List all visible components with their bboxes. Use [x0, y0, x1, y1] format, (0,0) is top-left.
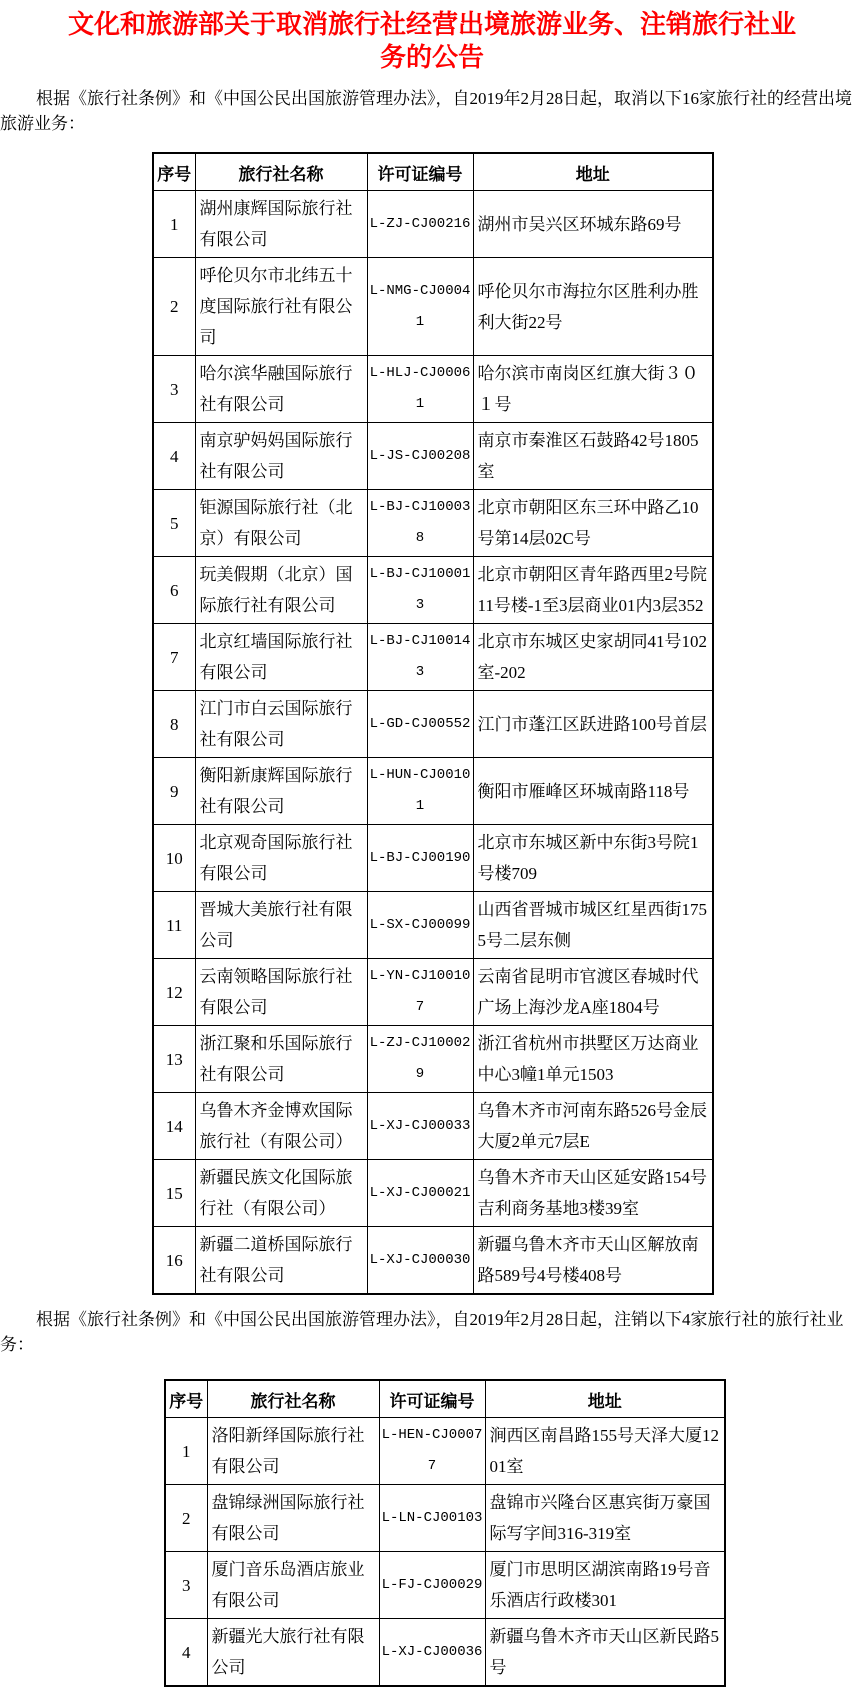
seq-cell: 3: [153, 356, 195, 423]
table-row: [153, 490, 713, 557]
seq-cell: 15: [153, 1160, 195, 1227]
seq-cell: 4: [165, 1619, 207, 1687]
seq-cell: 5: [153, 490, 195, 557]
header-agency-name: 旅行社名称: [195, 153, 367, 191]
address-cell: 盘锦市兴隆台区惠宾街万豪国际写字间316-319室: [485, 1485, 725, 1552]
license-cell: L-JS-CJ00208: [367, 423, 473, 490]
table-header-row: [165, 1380, 725, 1418]
table-row: [153, 557, 713, 624]
license-cell: L-GD-CJ00552: [367, 691, 473, 758]
header-seq: 序号: [165, 1380, 207, 1418]
table-row: [153, 1026, 713, 1093]
license-cell: L-HLJ-CJ00061: [367, 356, 473, 423]
license-cell: L-BJ-CJ100143: [367, 624, 473, 691]
address-cell: 乌鲁木齐市河南东路526号金辰大厦2单元7层E: [473, 1093, 713, 1160]
table-row: [153, 1227, 713, 1295]
table-row: [153, 825, 713, 892]
address-cell: 云南省昆明市官渡区春城时代广场上海沙龙A座1804号: [473, 959, 713, 1026]
table-row: [153, 691, 713, 758]
address-cell: 衡阳市雁峰区环城南路118号: [473, 758, 713, 825]
table-row: [165, 1619, 725, 1687]
table-row: [153, 959, 713, 1026]
revoke-agencies-table: [164, 1379, 726, 1687]
agency-name-cell: 晋城大美旅行社有限公司: [195, 892, 367, 959]
address-cell: 哈尔滨市南岗区红旗大街３０１号: [473, 356, 713, 423]
license-cell: L-NMG-CJ00041: [367, 258, 473, 356]
license-cell: L-BJ-CJ00190: [367, 825, 473, 892]
address-cell: 新疆乌鲁木齐市天山区解放南路589号4号楼408号: [473, 1227, 713, 1295]
agency-name-cell: 浙江聚和乐国际旅行社有限公司: [195, 1026, 367, 1093]
seq-cell: 3: [165, 1552, 207, 1619]
seq-cell: 1: [153, 191, 195, 258]
address-cell: 北京市东城区新中东街3号院1号楼709: [473, 825, 713, 892]
header-license: 许可证编号: [379, 1380, 485, 1418]
address-cell: 南京市秦淮区石鼓路42号1805室: [473, 423, 713, 490]
license-cell: L-LN-CJ00103: [379, 1485, 485, 1552]
license-cell: L-XJ-CJ00030: [367, 1227, 473, 1295]
address-cell: 新疆乌鲁木齐市天山区新民路5号: [485, 1619, 725, 1687]
agency-name-cell: 哈尔滨华融国际旅行社有限公司: [195, 356, 367, 423]
seq-cell: 9: [153, 758, 195, 825]
license-cell: L-ZJ-CJ00216: [367, 191, 473, 258]
table-row: [153, 1093, 713, 1160]
seq-cell: 2: [165, 1485, 207, 1552]
address-cell: 呼伦贝尔市海拉尔区胜利办胜利大街22号: [473, 258, 713, 356]
seq-cell: 12: [153, 959, 195, 1026]
table-row: [165, 1552, 725, 1619]
agency-name-cell: 新疆光大旅行社有限公司: [207, 1619, 379, 1687]
table-row: [153, 1160, 713, 1227]
license-cell: L-ZJ-CJ100029: [367, 1026, 473, 1093]
page-title: 文化和旅游部关于取消旅行社经营出境旅游业务、注销旅行社业务的公告: [67, 9, 796, 72]
table-row: [153, 258, 713, 356]
agency-name-cell: 洛阳新绎国际旅行社有限公司: [207, 1418, 379, 1485]
license-cell: L-XJ-CJ00021: [367, 1160, 473, 1227]
agency-name-cell: 北京红墙国际旅行社有限公司: [195, 624, 367, 691]
agency-name-cell: 玩美假期（北京）国际旅行社有限公司: [195, 557, 367, 624]
table-row: [153, 356, 713, 423]
agency-name-cell: 乌鲁木齐金博欢国际旅行社（有限公司）: [195, 1093, 367, 1160]
address-cell: 浙江省杭州市拱墅区万达商业中心3幢1单元1503: [473, 1026, 713, 1093]
header-address: 地址: [485, 1380, 725, 1418]
license-cell: L-HUN-CJ00101: [367, 758, 473, 825]
agency-name-cell: 呼伦贝尔市北纬五十度国际旅行社有限公司: [195, 258, 367, 356]
seq-cell: 2: [153, 258, 195, 356]
seq-cell: 16: [153, 1227, 195, 1295]
address-cell: 乌鲁木齐市天山区延安路154号吉利商务基地3楼39室: [473, 1160, 713, 1227]
agency-name-cell: 钜源国际旅行社（北京）有限公司: [195, 490, 367, 557]
agency-name-cell: 南京驴妈妈国际旅行社有限公司: [195, 423, 367, 490]
address-cell: 北京市朝阳区青年路西里2号院11号楼-1至3层商业01内3层352: [473, 557, 713, 624]
intro-paragraph-cancel: 根据《旅行社条例》和《中国公民出国旅游管理办法》，自2019年2月28日起，取消以下16家旅行社的经营出境旅游业务：: [0, 89, 852, 133]
license-cell: L-BJ-CJ100038: [367, 490, 473, 557]
license-cell: L-HEN-CJ00077: [379, 1418, 485, 1485]
agency-name-cell: 新疆民族文化国际旅行社（有限公司）: [195, 1160, 367, 1227]
license-cell: L-XJ-CJ00036: [379, 1619, 485, 1687]
seq-cell: 11: [153, 892, 195, 959]
seq-cell: 8: [153, 691, 195, 758]
seq-cell: 13: [153, 1026, 195, 1093]
seq-cell: 4: [153, 423, 195, 490]
agency-name-cell: 北京观奇国际旅行社有限公司: [195, 825, 367, 892]
license-cell: L-BJ-CJ100013: [367, 557, 473, 624]
agency-name-cell: 厦门音乐岛酒店旅业有限公司: [207, 1552, 379, 1619]
seq-cell: 1: [165, 1418, 207, 1485]
seq-cell: 6: [153, 557, 195, 624]
table-row: [165, 1485, 725, 1552]
header-license: 许可证编号: [367, 153, 473, 191]
seq-cell: 7: [153, 624, 195, 691]
seq-cell: 14: [153, 1093, 195, 1160]
license-cell: L-YN-CJ100107: [367, 959, 473, 1026]
table-row: [153, 423, 713, 490]
address-cell: 北京市朝阳区东三环中路乙10号第14层02C号: [473, 490, 713, 557]
header-agency-name: 旅行社名称: [207, 1380, 379, 1418]
address-cell: 山西省晋城市城区红星西街1755号二层东侧: [473, 892, 713, 959]
intro-paragraph-revoke: 根据《旅行社条例》和《中国公民出国旅游管理办法》，自2019年2月28日起，注销以下4家旅行社的旅行社业务：: [0, 1310, 844, 1354]
address-cell: 湖州市吴兴区环城东路69号: [473, 191, 713, 258]
address-cell: 江门市蓬江区跃进路100号首层: [473, 691, 713, 758]
seq-cell: 10: [153, 825, 195, 892]
license-cell: L-XJ-CJ00033: [367, 1093, 473, 1160]
announcement-page: [0, 8, 864, 1677]
agency-name-cell: 江门市白云国际旅行社有限公司: [195, 691, 367, 758]
header-seq: 序号: [153, 153, 195, 191]
table-row: [153, 191, 713, 258]
agency-name-cell: 云南领略国际旅行社有限公司: [195, 959, 367, 1026]
header-address: 地址: [473, 153, 713, 191]
agency-name-cell: 新疆二道桥国际旅行社有限公司: [195, 1227, 367, 1295]
license-cell: L-SX-CJ00099: [367, 892, 473, 959]
table-row: [153, 892, 713, 959]
address-cell: 厦门市思明区湖滨南路19号音乐酒店行政楼301: [485, 1552, 725, 1619]
table-header-row: [153, 153, 713, 191]
table-row: [153, 758, 713, 825]
table-row: [153, 624, 713, 691]
address-cell: 涧西区南昌路155号天泽大厦1201室: [485, 1418, 725, 1485]
table-row: [165, 1418, 725, 1485]
agency-name-cell: 盘锦绿洲国际旅行社有限公司: [207, 1485, 379, 1552]
address-cell: 北京市东城区史家胡同41号102室-202: [473, 624, 713, 691]
cancel-agencies-table: [152, 152, 714, 1295]
agency-name-cell: 湖州康辉国际旅行社有限公司: [195, 191, 367, 258]
license-cell: L-FJ-CJ00029: [379, 1552, 485, 1619]
agency-name-cell: 衡阳新康辉国际旅行社有限公司: [195, 758, 367, 825]
